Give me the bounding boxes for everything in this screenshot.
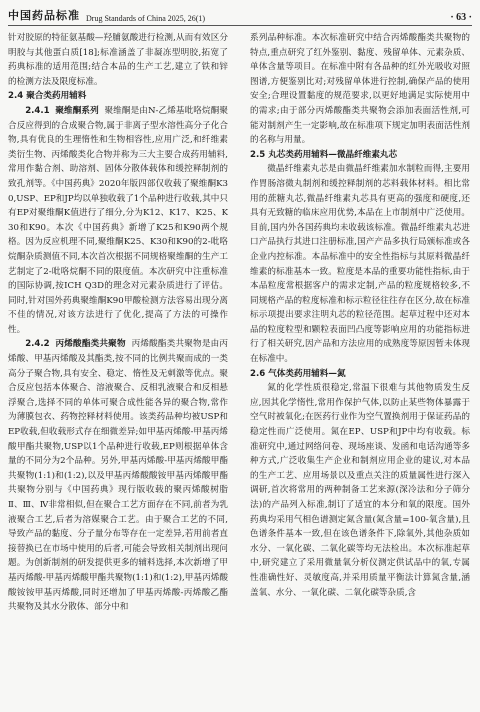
section-2-4-title: 2.4 聚合类药用辅料 — [8, 91, 87, 102]
section-2-4-2-paragraph — [8, 337, 228, 614]
section-2-4-1-paragraph — [8, 104, 228, 338]
section-2-4-1-number: 2.4.1 — [25, 105, 50, 116]
section-2-4-2-heading: 丙烯酸酯类共聚物 — [55, 339, 126, 350]
journal-title-en: Drug Standards of China 2025, 26(1) — [86, 14, 206, 23]
section-2-5-text: 微晶纤维素丸芯是由微晶纤维素加水制粒而得,主要用作胃肠溶微丸制剂和缓控释制剂的芯料载体材料。相比常用的蔗糖丸芯,微晶纤维素丸芯具有更高的强度和硬度,还具有无致糖的临床应用优势,本品在上市制剂中广泛使用。目前,国内外各国药典均未收载该标准。微晶纤维素丸芯进口产品执行其进口注册标准,国产产品多执行局颁标准或各企业内控标准。本品标准中的安全性指标与其原料微晶纤维素的标准基本一致。粒度是本品的重要功能性指标,由于本品粒度常根据客户的需求定制,产品的粒度规格较多,不同规格产品的粒度标准和标示粒径往往存在区分,故在标准标示项提出要求注明丸芯的粒径范围。起草过程中还对本品的粒度粒型和颗粒表面凹凸度等影响应用的功能指标进行了相关研究,因产品和方法应用的成熟度等原因暂未体现在标准中。 — [250, 164, 470, 365]
section-2-4-1-heading: 聚维酮系列 — [55, 105, 99, 116]
page-number: · 63 · — [450, 12, 472, 23]
section-2-6-title: 2.6 气体类药用辅料—氮 — [250, 368, 346, 379]
section-2-4-2-number: 2.4.2 — [25, 339, 50, 350]
section-2-4-2-text: 丙烯酸酯类共聚物是由丙烯酸、甲基丙烯酸及其酯类,按不同的比例共聚而成的一类高分子聚合物,具有安全、稳定、惰性及无刺激等优点。聚合反应包括本体聚合、溶液聚合、反相乳液聚合和反相悬浮聚合,选择不同的单体可聚合成性能各异的聚合物,常作为薄膜包衣、药物控释材料使用。该类药品种均被USP和EP收载,但收载形式存在细微差异;如甲基丙烯酸-甲基丙烯酸甲酯共聚物,USP以1个品种进行收载,EP则根据单体含量的不同分为2个品种。另外,甲基丙烯酸-甲基丙烯酸甲酯共聚物(1:1)和(1:2),以及甲基丙烯酸酸铵甲基丙烯酸甲酯共聚物分别与《中国药典》现行版收载的聚丙烯酸树脂Ⅱ、Ⅲ、Ⅳ非常相似,但在聚合工艺方面存在不同,前者为乳液聚合工艺,后者为溶媒聚合工艺。由于聚合工艺的不同,导致产品的黏度、分子量分布等存在一定差异,若用前者直接替换已在市场中使用的后者,可能会导致相关制剂出现问题。为创新制剂的研发提供更多的辅料选择,本次新增了甲基丙烯酸-甲基丙烯酸甲酯共聚物(1:1)和(1:2),甲基丙烯酸酸铵铵甲基丙烯酸,同时还增加了甲基丙烯酸-丙烯酸乙酯共聚物及其水分散体、部分中和 — [8, 339, 228, 613]
paragraph-continued: 针对胶原的特征氨基酸—羟脯氨酸进行检测,从而有效区分明胶与其他蛋白质[18];标准涵盖了非凝冻型明胶,拓宽了药典标准的适用范围;结合本品的生产工艺,建立了铁和锌的检测方法及限度标准。 — [8, 33, 228, 87]
journal-title-cn: 中国药品标准 — [8, 9, 80, 22]
page-header — [8, 4, 472, 26]
section-2-4-1-text: 聚维酮是由N-乙烯基吡咯烷酮聚合反应得到的合成聚合物,属于非离子型水溶性高分子化合物,具有优良的生理惰性和生物相容性,应用广泛,和纤维素类衍生物、丙烯酸类化合物并称为三大主要合成药用辅料,常用作黏合剂、助溶剂、固体分散体载体和缓控释制剂的致孔剂等。《中国药典》2020年版四部仅收载了聚维酮K30,USP、EP和JP均以单独收载了1个品种进行收载,其中只有EP对聚维酮K值进行了细分,分为K12、K17、K25、K30和K90。本次《中国药典》新增了K25和K90两个规格。因为反应机理不同,聚维酮K25、K30和K90的2-吡咯烷酮杂质测值不同,本次首次根据不同规格聚维酮的生产工艺制定了2-吡咯烷酮不同的限度值。本次研究中注重标准的国际协调,按ICH Q3D的理念对元素杂质进行了评估。同时,针对国外药典聚维酮K90甲酸检测方法容易出现分离不佳的情况,对该方法进行了优化,提高了方法的可操作性。 — [8, 105, 228, 335]
right-column — [250, 31, 470, 709]
section-2-6-text: 氮的化学性质很稳定,常温下很难与其他物质发生反应,因其化学惰性,常用作保护气体,以防止某些物体暴露于空气时被氧化;在医药行业作为空气置换剂用于保证药品的稳定性而广泛使用。氮在EP、USP和JP中均有收载。标准研究中,通过网络问卷、现场座谈、发函和电话沟通等多种方式,广泛收集生产企业和制剂应用企业的建议,对本品的生产工艺、应用场景以及重点关注的质量属性进行深入调研,首次将常用的两种制备工艺来源(深冷法和分子筛分法)的产品列入标准,制订了适宜的本分和氧的限度。国外药典均采用气相色谱测定氮含量(氮含量=100-氧含量),且色谱条件基本一致,但在该色谱条件下,除氧外,其他杂质如水分、一氧化碳、二氧化碳等均无法检出。本次标准起草中,研究建立了采用微量氧分析仪测定供试品中的氧,专属性准确性好、灵敏度高,并采用质量平衡法计算氮含量,涵盖氧、水分、一氧化碳、二氧化碳等杂质,含 — [250, 383, 470, 598]
left-column — [8, 31, 228, 709]
section-2-5-title: 2.5 丸芯类药用辅料—微晶纤维素丸芯 — [250, 149, 398, 160]
paragraph-continued-right: 系列品种标准。本次标准研究中结合丙烯酸酯类共聚物的特点,重点研究了红外鉴别、黏度、残留单体、元素杂质、单体含量等项目。在标准中附有各品种的红外光吸收对照图谱,方便鉴别比对;对残留单体进行控制,确保产品的使用安全;合理设置黏度的规范要求,以更好地满足实际使用中的需求;由于部分丙烯酸酯类共聚物会添加表面活性剂,可能对制剂产生一定影响,故在标准项下规定加明表面活性剂的名称与用量。 — [250, 33, 470, 146]
